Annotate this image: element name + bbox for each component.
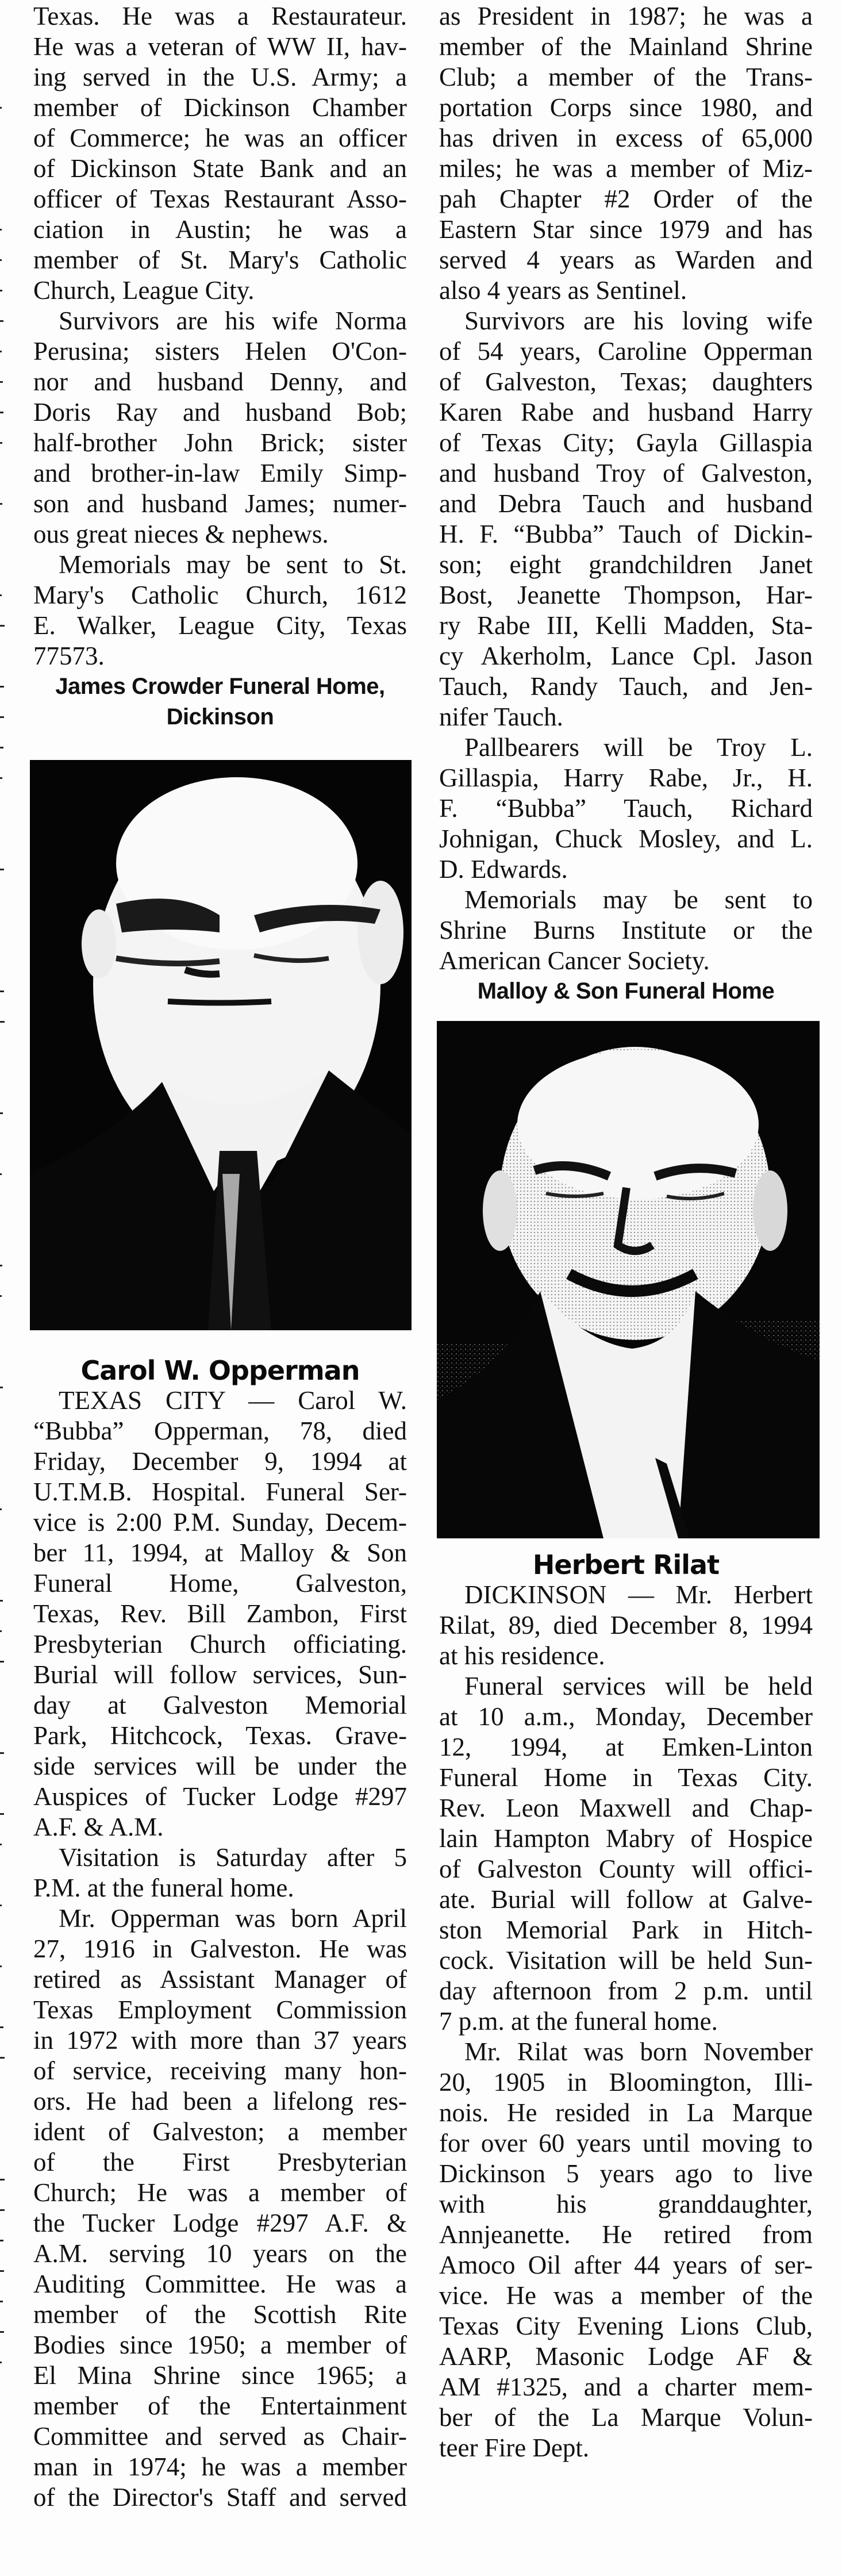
column-fragment xyxy=(0,320,3,322)
text-line: nifer Tauch. xyxy=(439,702,563,731)
column-fragment xyxy=(0,2301,3,2302)
text-line: DICKINSON — Mr. Herbert xyxy=(464,1580,813,1609)
text-line: Eastern Star since 1979 and has xyxy=(439,215,813,244)
text-line: Rev. Leon Maxwell and Chap- xyxy=(439,1794,813,1822)
text-line: of 54 years, Caroline Opperman xyxy=(439,337,813,366)
photo-carol-opperman xyxy=(30,760,412,1330)
column-fragment xyxy=(0,442,2,444)
text-line: day at Galveston Memorial xyxy=(33,1691,407,1719)
text-line: Perusina; sisters Helen O'Con- xyxy=(33,337,407,366)
text-line: ry Rabe III, Kelli Madden, Sta- xyxy=(439,611,813,640)
funeral-home-credit-crowder xyxy=(33,671,407,732)
text-line: Auditing Committee. He was a xyxy=(33,2270,407,2298)
text-line: Doris Ray and husband Bob; xyxy=(33,398,407,427)
text-line: Funeral Home in Texas City. xyxy=(439,1763,813,1792)
text-line: El Mina Shrine since 1965; a xyxy=(33,2361,407,2390)
column-fragment xyxy=(0,1661,4,1663)
column-fragment xyxy=(0,1508,2,1510)
text-line: in 1972 with more than 37 years xyxy=(33,2026,407,2055)
paragraph xyxy=(439,885,813,976)
text-line: Bost, Jeanette Thompson, Har- xyxy=(439,581,813,609)
text-line: Survivors are his wife Norma xyxy=(59,306,407,335)
text-line: AM #1325, and a charter mem- xyxy=(439,2372,813,2401)
text-line: He was a veteran of WW II, hav- xyxy=(33,32,407,61)
text-line: Visitation is Saturday after 5 xyxy=(59,1843,407,1872)
text-line: 27, 1916 in Galveston. He was xyxy=(33,1934,407,1963)
column-fragment xyxy=(0,2270,4,2272)
text-line: as President in 1987; he was a xyxy=(439,2,813,30)
text-line: Park, Hitchcock, Texas. Grave- xyxy=(33,1721,407,1750)
text-line: Rilat, 89, died December 8, 1994 xyxy=(439,1611,813,1640)
text-line: 77573. xyxy=(33,642,105,670)
obituary-name-opperman: Carol W. Opperman xyxy=(80,1355,360,1386)
text-line: Mr. Rilat was born November xyxy=(464,2037,813,2066)
text-line: A.M. serving 10 years on the xyxy=(33,2239,407,2268)
text-line: Memorials may be sent to St. xyxy=(59,550,407,579)
column-fragment xyxy=(0,1813,4,1815)
paragraph xyxy=(33,550,407,671)
column-fragment xyxy=(0,2026,3,2028)
text-line: Mr. Opperman was born April xyxy=(59,1904,407,1933)
text-line: miles; he was a member of Miz- xyxy=(439,154,813,183)
text-line: 20, 1905 in Bloomington, Illi- xyxy=(439,2068,813,2097)
column-fragment xyxy=(0,503,2,505)
text-line: member of St. Mary's Catholic xyxy=(33,245,407,274)
column-fragment xyxy=(0,1752,4,1754)
text-line: nor and husband Denny, and xyxy=(33,367,407,396)
adjacent-column-fragments xyxy=(0,0,8,2576)
text-line: nois. He resided in La Marque xyxy=(439,2098,813,2127)
text-line: “Bubba” Opperman, 78, died xyxy=(33,1416,407,1445)
text-line: Memorials may be sent to xyxy=(464,885,813,914)
text-line: member of Dickinson Chamber xyxy=(33,93,407,122)
funeral-home-credit-line: Malloy & Son Funeral Home xyxy=(477,978,775,1004)
text-line: Funeral services will be held xyxy=(464,1672,813,1700)
paragraph xyxy=(33,1903,407,2513)
column-fragment xyxy=(0,107,2,109)
column-fragment xyxy=(0,1600,3,1602)
text-line: 7 p.m. at the funeral home. xyxy=(439,2007,718,2036)
text-line: retired as Assistant Manager of xyxy=(33,1965,407,1994)
funeral-home-credit-line: Dickinson xyxy=(166,704,274,730)
column-fragment xyxy=(0,1905,2,1906)
text-line: Church; He was a member of xyxy=(33,2178,407,2207)
text-line: and brother-in-law Emily Simp- xyxy=(33,459,407,487)
text-line: of Dickinson State Bank and an xyxy=(33,154,407,183)
text-line: ing served in the U.S. Army; a xyxy=(33,63,407,91)
text-line: of the First Presbyterian xyxy=(33,2148,407,2176)
text-line: Survivors are his loving wife xyxy=(464,306,813,335)
column-fragment xyxy=(0,1265,2,1266)
obituary-body-opperman xyxy=(33,1385,407,2513)
text-line: D. Edwards. xyxy=(439,855,568,884)
text-line: ston Memorial Park in Hitch- xyxy=(439,1915,813,1944)
photo-herbert-rilat xyxy=(437,1021,820,1538)
text-line: half-brother John Brick; sister xyxy=(33,428,407,457)
text-line: TEXAS CITY — Carol W. xyxy=(59,1386,407,1415)
paragraph xyxy=(439,306,813,732)
text-line: ciation in Austin; he was a xyxy=(33,215,407,244)
paragraph xyxy=(439,1671,813,2037)
column-fragment xyxy=(0,1173,2,1175)
text-line: Gillaspia, Harry Rabe, Jr., H. xyxy=(439,763,813,792)
column-fragment xyxy=(0,381,3,383)
paragraph xyxy=(33,1,407,306)
portrait-opperman-icon xyxy=(30,760,412,1330)
paragraph xyxy=(439,1,813,306)
column-fragment xyxy=(0,594,2,596)
text-line: member of the Scottish Rite xyxy=(33,2300,407,2329)
column-fragment xyxy=(0,991,4,992)
text-line: man in 1974; he was a member xyxy=(33,2452,407,2481)
paragraph xyxy=(439,732,813,885)
text-line: H. F. “Bubba” Tauch of Dickin- xyxy=(439,520,813,548)
column-fragment xyxy=(0,290,2,291)
text-line: served 4 years as Warden and xyxy=(439,245,813,274)
column-fragment xyxy=(0,351,2,352)
text-line: Mary's Catholic Church, 1612 xyxy=(33,581,407,609)
paragraph xyxy=(439,2037,813,2463)
text-line: son and husband James; numer- xyxy=(33,489,407,518)
text-line: Texas, Rev. Bill Zambon, First xyxy=(33,1599,407,1628)
text-line: Committee and served as Chair- xyxy=(33,2422,407,2451)
column-fragment xyxy=(0,1844,2,1845)
column-fragment xyxy=(0,2179,5,2180)
text-line: P.M. at the funeral home. xyxy=(33,1874,294,1902)
right-top-text xyxy=(439,1,813,976)
portrait-rilat-icon xyxy=(437,1021,820,1538)
text-line: ber of the La Marque Volun- xyxy=(439,2403,813,2432)
text-line: vice. He was a member of the xyxy=(439,2281,813,2310)
column-fragment xyxy=(0,2362,2,2363)
column-fragment xyxy=(0,412,3,413)
text-line: E. Walker, League City, Texas xyxy=(33,611,407,640)
column-fragment xyxy=(0,625,5,627)
text-line: Bodies since 1950; a member of xyxy=(33,2331,407,2359)
text-line: the Tucker Lodge #297 A.F. & xyxy=(33,2209,407,2237)
text-line: Shrine Burns Institute or the xyxy=(439,916,813,945)
text-line: Friday, December 9, 1994 at xyxy=(33,1447,407,1476)
text-line: officer of Texas Restaurant Asso- xyxy=(33,185,407,213)
text-line: Dickinson 5 years ago to live xyxy=(439,2159,813,2188)
text-line: member of the Entertainment xyxy=(33,2391,407,2420)
text-line: at 10 a.m., Monday, December xyxy=(439,1702,813,1731)
text-line: portation Corps since 1980, and xyxy=(439,93,813,122)
text-line: Karen Rabe and husband Harry xyxy=(439,398,813,427)
text-line: day afternoon from 2 p.m. until xyxy=(439,1976,813,2005)
text-line: of the Director's Staff and served xyxy=(33,2483,407,2512)
text-line: at his residence. xyxy=(439,1641,605,1670)
column-fragment xyxy=(0,1630,2,1632)
text-line: of Galveston, Texas; daughters xyxy=(439,367,813,396)
text-line: ber 11, 1994, at Malloy & Son xyxy=(33,1538,407,1567)
text-line: ident of Galveston; a member xyxy=(33,2117,407,2146)
text-line: vice is 2:00 P.M. Sunday, Decem- xyxy=(33,1508,407,1537)
text-line: ous great nieces & nephews. xyxy=(33,520,329,548)
text-line: Funeral Home, Galveston, xyxy=(33,1569,407,1598)
column-fragment xyxy=(0,686,4,688)
text-line: and Debra Tauch and husband xyxy=(439,489,813,518)
text-line: Burial will follow services, Sun- xyxy=(33,1660,407,1689)
obituary-body-rilat xyxy=(439,1580,813,2463)
text-line: has driven in excess of 65,000 xyxy=(439,124,813,152)
text-line: U.T.M.B. Hospital. Funeral Ser- xyxy=(33,1477,407,1506)
column-fragment xyxy=(0,2209,5,2211)
column-fragment xyxy=(0,2057,5,2059)
text-line: pah Chapter #2 Order of the xyxy=(439,185,813,213)
funeral-home-credit-malloy xyxy=(439,976,813,1007)
text-line: Pallbearers will be Troy L. xyxy=(464,733,813,762)
text-line: of Galveston County will offici- xyxy=(439,1855,813,1883)
text-line: ors. He had been a lifelong res- xyxy=(33,2087,407,2116)
column-fragment xyxy=(0,1021,5,1023)
text-line: Club; a member of the Trans- xyxy=(439,63,813,91)
column-fragment xyxy=(0,747,3,748)
text-line: Annjeanette. He retired from xyxy=(439,2220,813,2249)
text-line: of Texas City; Gayla Gillaspia xyxy=(439,428,813,457)
column-fragment xyxy=(0,1112,3,1114)
text-line: lain Hampton Mabry of Hospice xyxy=(439,1824,813,1853)
text-line: Texas City Evening Lions Club, xyxy=(439,2312,813,2340)
text-line: for over 60 years until moving to xyxy=(439,2129,813,2157)
text-line: Amoco Oil after 44 years of ser- xyxy=(439,2251,813,2279)
column-fragment xyxy=(0,1965,2,1967)
column-fragment xyxy=(0,2331,4,2333)
obituary-name-rilat: Herbert Rilat xyxy=(532,1549,720,1580)
column-fragment xyxy=(0,1295,2,1297)
paragraph xyxy=(439,1580,813,1671)
text-line: son; eight grandchildren Janet xyxy=(439,550,813,579)
paragraph xyxy=(33,1385,407,1842)
column-fragment xyxy=(0,716,4,718)
text-line: 12, 1994, at Emken-Linton xyxy=(439,1733,813,1761)
text-line: Texas. He was a Restaurateur. xyxy=(33,2,407,30)
text-line: Tauch, Randy Tauch, and Jen- xyxy=(439,672,813,701)
text-line: of service, receiving many hon- xyxy=(33,2056,407,2085)
text-line: Church, League City. xyxy=(33,276,255,305)
text-line: side services will be under the xyxy=(33,1752,407,1780)
column-fragment xyxy=(0,869,4,870)
text-line: A.F. & A.M. xyxy=(33,1813,164,1841)
text-line: Texas Employment Commission xyxy=(33,1995,407,2024)
text-line: teer Fire Dept. xyxy=(439,2433,590,2462)
text-line: cock. Visitation will be held Sun- xyxy=(439,1946,813,1975)
column-fragment xyxy=(0,1387,3,1388)
text-line: Johnigan, Chuck Mosley, and L. xyxy=(439,824,813,853)
text-line: member of the Mainland Shrine xyxy=(439,32,813,61)
text-line: F. “Bubba” Tauch, Richard xyxy=(439,794,813,823)
text-line: of Commerce; he was an officer xyxy=(33,124,407,152)
column-fragment xyxy=(0,229,2,231)
column-fragment xyxy=(0,2240,3,2241)
left-top-text xyxy=(33,1,407,671)
text-line: cy Akerholm, Lance Cpl. Jason xyxy=(439,642,813,670)
paragraph xyxy=(33,306,407,550)
funeral-home-credit-line: James Crowder Funeral Home, xyxy=(55,674,385,699)
text-line: also 4 years as Sentinel. xyxy=(439,276,687,305)
paragraph xyxy=(33,1842,407,1903)
text-line: with his granddaughter, xyxy=(439,2190,813,2218)
text-line: ate. Burial will follow at Galve- xyxy=(439,1885,813,1914)
column-fragment xyxy=(0,259,2,261)
text-line: Presbyterian Church officiating. xyxy=(33,1630,407,1659)
text-line: American Cancer Society. xyxy=(439,946,710,975)
column-fragment xyxy=(0,777,2,779)
text-line: and husband Troy of Galveston, xyxy=(439,459,813,487)
text-line: Auspices of Tucker Lodge #297 xyxy=(33,1782,407,1811)
text-line: AARP, Masonic Lodge AF & xyxy=(439,2342,813,2371)
